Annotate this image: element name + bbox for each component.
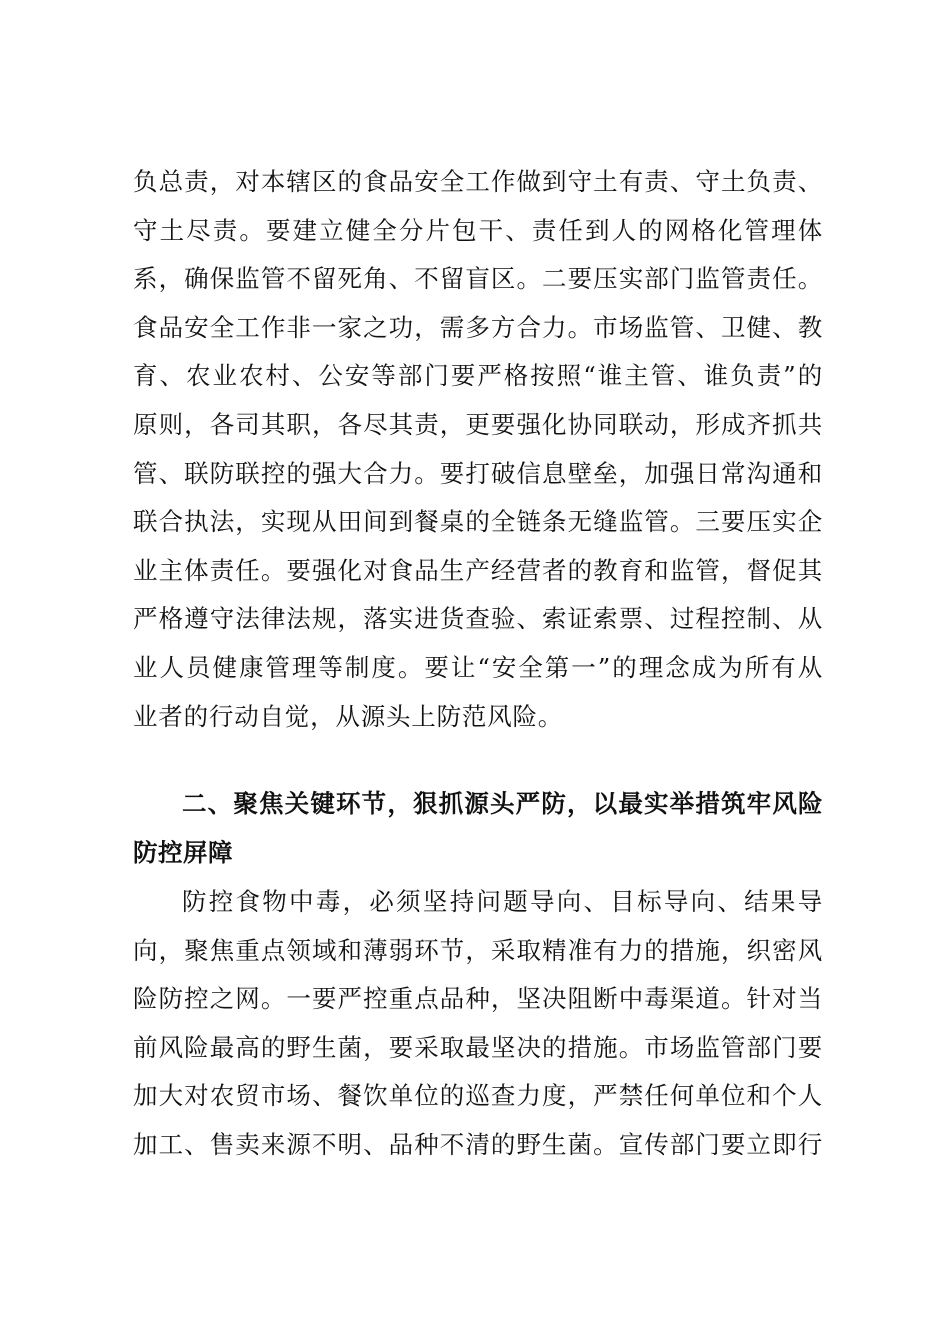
text-line: 守土尽责。要建立健全分片包干、责任到人的网格化管理体 <box>133 215 823 245</box>
text-line: 联合执法，实现从田间到餐桌的全链条无缝监管。三要压实企 <box>133 507 823 537</box>
text-line: 系，确保监管不留死角、不留盲区。二要压实部门监管责任。 <box>133 264 823 294</box>
text-line: 险防控之网。一要严控重点品种，坚决阻断中毒渠道。针对当 <box>133 984 823 1014</box>
text-line: 负总责，对本辖区的食品安全工作做到守土有责、守土负责、 <box>133 167 823 196</box>
section-heading <box>133 780 823 877</box>
paragraph-responsibility <box>133 158 823 741</box>
heading-line: 二、聚焦关键环节，狠抓源头严防，以最实举措筑牢风险 <box>182 789 823 818</box>
text-line: 食品安全工作非一家之功，需多方合力。市场监管、卫健、教 <box>133 312 823 342</box>
text-line: 加大对农贸市场、餐饮单位的巡查力度，严禁任何单位和个人 <box>133 1081 823 1111</box>
text-line: 业主体责任。要强化对食品生产经营者的教育和监管，督促其 <box>133 555 823 585</box>
text-line: 防控食物中毒，必须坚持问题导向、目标导向、结果导 <box>182 887 823 916</box>
heading-line: 防控屏障 <box>133 837 233 867</box>
paragraph-risk-control <box>133 878 823 1170</box>
text-line: 原则，各司其职，各尽其责，更要强化协同联动，形成齐抓共 <box>133 409 823 439</box>
text-line: 管、联防联控的强大合力。要打破信息壁垒，加强日常沟通和 <box>133 458 823 488</box>
text-line: 加工、售卖来源不明、品种不清的野生菌。宣传部门要立即行 <box>133 1129 823 1159</box>
text-line: 业人员健康管理等制度。要让“安全第一”的理念成为所有从 <box>133 652 823 682</box>
text-line: 向，聚焦重点领域和薄弱环节，采取精准有力的措施，织密风 <box>133 935 823 965</box>
text-line: 育、农业农村、公安等部门要严格按照“谁主管、谁负责”的 <box>133 361 823 391</box>
text-line: 前风险最高的野生菌，要采取最坚决的措施。市场监管部门要 <box>133 1032 823 1062</box>
text-line: 严格遵守法律法规，落实进货查验、索证索票、过程控制、从 <box>133 604 823 634</box>
text-line: 业者的行动自觉，从源头上防范风险。 <box>133 701 564 731</box>
